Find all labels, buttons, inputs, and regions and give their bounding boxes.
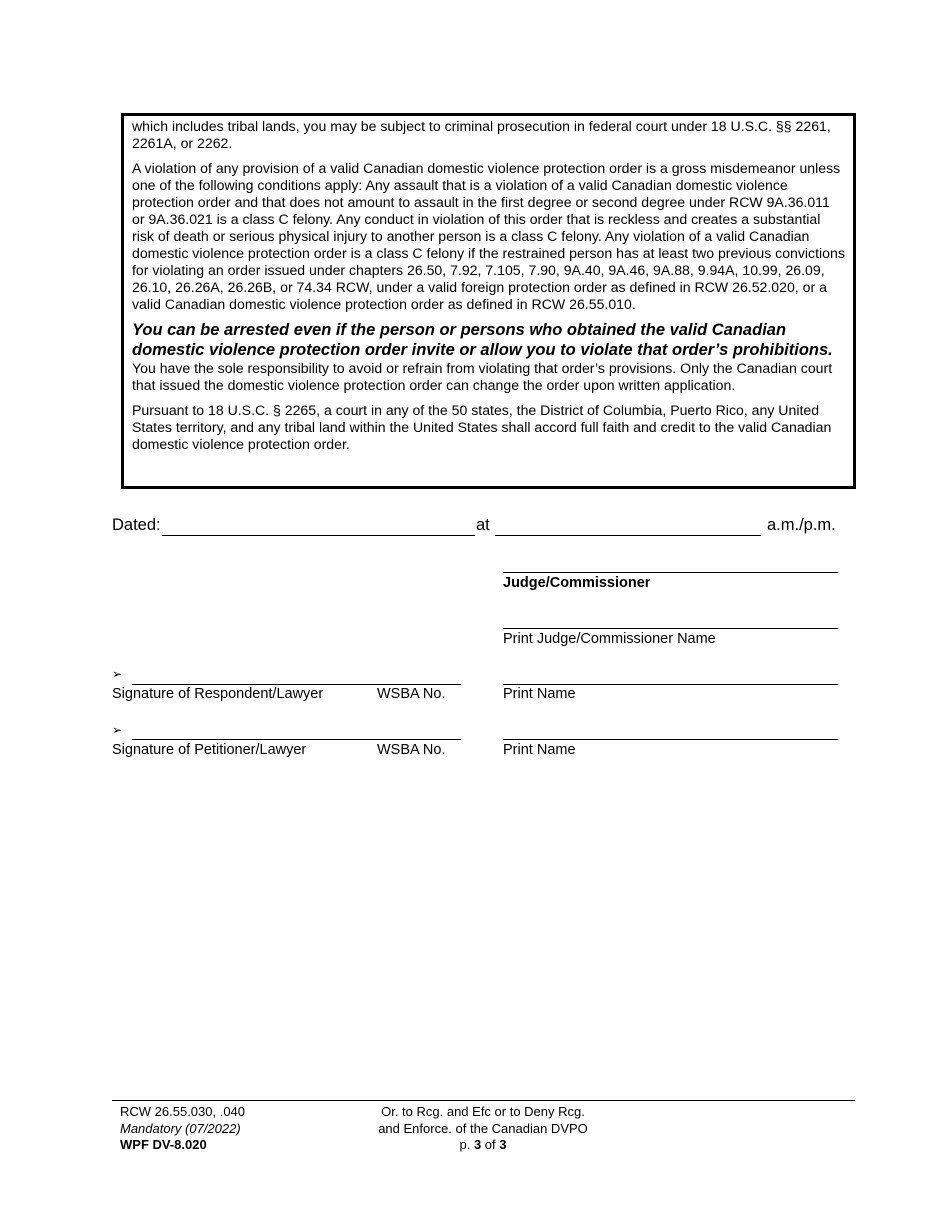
respondent-signature-label: Signature of Respondent/Lawyer: [112, 686, 324, 702]
warning-paragraph-full-faith: Pursuant to 18 U.S.C. § 2265, a court in any of the 50 states, the District of Columbia, Puerto Rico, any United States territory, and any tribal land within the United States shall accord full faith and credit to the valid Canadian domestic violence protection order.: [132, 402, 832, 452]
footer-title-line1: Or. to Rcg. and Efc or to Deny Rcg.: [381, 1104, 585, 1119]
footer-status: Mandatory (07/2022): [120, 1120, 241, 1136]
petitioner-arrow-icon: ➢: [112, 723, 123, 737]
footer-form-id: WPF DV-8.020: [120, 1137, 207, 1152]
time-field[interactable]: [495, 535, 761, 536]
arrest-warning-rest: You have the sole responsibility to avoid or refrain from violating that order’s provisions. Only the Canadian court that issued the domestic violence protection order can change the order upon written application.: [132, 360, 833, 393]
petitioner-print-name-field[interactable]: [503, 739, 838, 740]
at-label: at: [476, 516, 490, 534]
respondent-signature-field[interactable]: [132, 684, 461, 685]
page-total: 3: [499, 1137, 507, 1152]
footer-page-number: [352, 1137, 614, 1154]
ampm-label: a.m./p.m.: [767, 516, 836, 534]
warning-paragraph-arrest: [132, 321, 845, 394]
page-prefix: p.: [459, 1137, 474, 1152]
dated-label: Dated:: [112, 516, 161, 534]
petitioner-signature-field[interactable]: [132, 739, 461, 740]
petitioner-print-name-label: Print Name: [503, 742, 576, 758]
footer-title-line2: and Enforce. of the Canadian DVPO: [378, 1120, 588, 1136]
judge-commissioner-label: Judge/Commissioner: [503, 575, 651, 591]
page-of: of: [481, 1137, 500, 1152]
respondent-print-name-field[interactable]: [503, 684, 838, 685]
print-judge-name-label: Print Judge/Commissioner Name: [503, 631, 716, 647]
respondent-print-name-label: Print Name: [503, 686, 576, 702]
petitioner-wsba-label: WSBA No.: [377, 742, 446, 758]
footer-left: [120, 1104, 245, 1154]
footer-divider: [112, 1100, 855, 1101]
judge-signature-field[interactable]: [503, 572, 838, 573]
warning-paragraph-federal: which includes tribal lands, you may be subject to criminal prosecution in federal court under 18 U.S.C. §§ 2261, 2261A, or 2262.: [132, 118, 831, 151]
warning-paragraph-violation: A violation of any provision of a valid Canadian domestic violence protection order is a gross misdemeanor unless one of the following conditions apply: Any assault that is a violation of a valid Canadian domestic violence protection order and that does not amount to assault in the first degree or second degree under RCW 9A.36.011 or 9A.36.021 is a class C felony. Any conduct in violation of this order that is reckless and creates a substantial risk of death or serious physical injury to another person is a class C felony. Any violation of a valid Canadian domestic violence protection order is a class C felony if the restrained person has at least two previous convictions for violating an order issued under chapters 26.50, 7.92, 7.105, 7.90, 9A.40, 9A.46, 9A.88, 9.94A, 10.99, 26.09, 26.10, 26.26A, 26.26B, or 74.34 RCW, under a valid foreign protection order as defined in RCW 26.52.020, or a valid Canadian domestic violence protection order as defined in RCW 26.55.010.: [132, 160, 845, 312]
footer-statute: RCW 26.55.030, .040: [120, 1104, 246, 1119]
respondent-wsba-label: WSBA No.: [377, 686, 446, 702]
page-current: 3: [473, 1137, 482, 1152]
footer-center: [352, 1104, 614, 1154]
respondent-arrow-icon: ➢: [112, 667, 123, 681]
judge-name-field[interactable]: [503, 628, 838, 629]
warning-box: [121, 113, 856, 489]
petitioner-signature-label: Signature of Petitioner/Lawyer: [112, 742, 307, 758]
dated-field[interactable]: [162, 535, 475, 536]
arrest-warning-bold: You can be arrested even if the person or persons who obtained the valid Canadian domestic violence protection order invite or allow you to violate that order’s prohibitions.: [132, 321, 833, 359]
